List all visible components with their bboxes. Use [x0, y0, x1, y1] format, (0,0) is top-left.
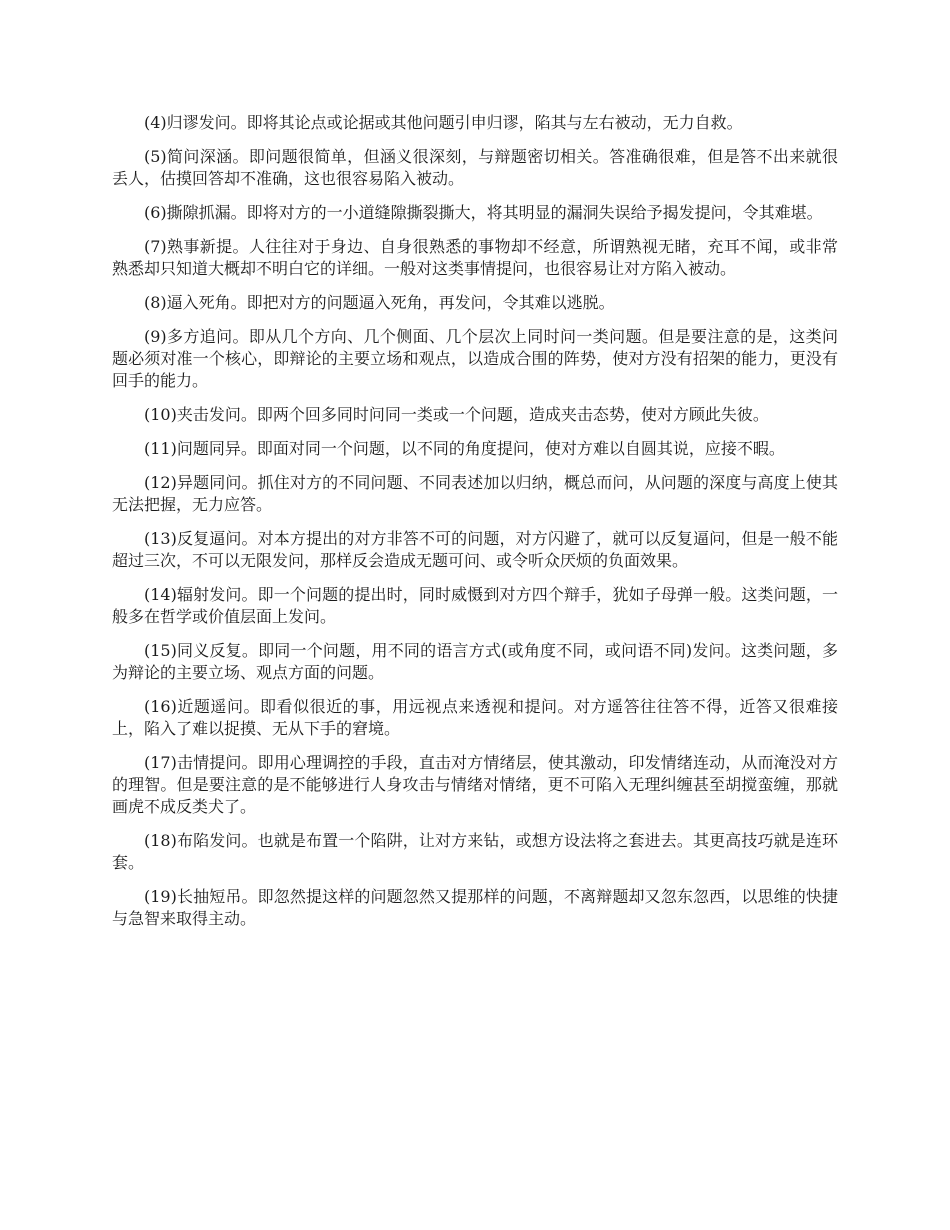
- paragraph-6: (6)撕隙抓漏。即将对方的一小道缝隙撕裂撕大，将其明显的漏洞失误给予揭发提问，令其难堪。: [144, 203, 823, 222]
- document-body: [112, 112, 838, 942]
- paragraph-4: (4)归谬发问。即将其论点或论据或其他问题引申归谬，陷其与左右被动，无力自救。: [144, 113, 743, 132]
- paragraph-16: (16)近题遥问。即看似很近的事，用远视点来透视和提问。对方遥答往往答不得，近答又很难接上，陷入了难以捉摸、无从下手的窘境。: [112, 697, 838, 738]
- paragraph-13: (13)反复逼问。对本方提出的对方非答不可的问题，对方闪避了，就可以反复逼问，但是一般不能超过三次，不可以无限发问，那样反会造成无题可问、或令听众厌烦的负面效果。: [112, 529, 838, 570]
- paragraph-5: (5)简问深涵。即问题很简单，但涵义很深刻，与辩题密切相关。答准确很难，但是答不出来就很丢人，估摸回答却不准确，这也很容易陷入被动。: [112, 147, 838, 188]
- paragraph-18: (18)布陷发问。也就是布置一个陷阱，让对方来钻，或想方设法将之套进去。其更高技巧就是连环套。: [112, 831, 838, 872]
- paragraph-12: (12)异题同问。抓住对方的不同问题、不同表述加以归纳，概总而问，从问题的深度与高度上使其无法把握，无力应答。: [112, 473, 838, 514]
- paragraph-17: (17)击情提问。即用心理调控的手段，直击对方情绪层，使其激动，印发情绪连动，从而淹没对方的理智。但是要注意的是不能够进行人身攻击与情绪对情绪，更不可陷入无理纠缠甚至胡搅蛮缠，那就画虎不成反类犬了。: [112, 753, 838, 816]
- paragraph-19: (19)长抽短吊。即忽然提这样的问题忽然又提那样的问题，不离辩题却又忽东忽西，以思维的快捷与急智来取得主动。: [112, 887, 838, 928]
- paragraph-11: (11)问题同异。即面对同一个问题，以不同的角度提问，使对方难以自圆其说，应接不暇。: [144, 439, 785, 458]
- paragraph-7: (7)熟事新提。人往往对于身边、自身很熟悉的事物却不经意，所谓熟视无睹，充耳不闻，或非常熟悉却只知道大概却不明白它的详细。一般对这类事情提问，也很容易让对方陷入被动。: [112, 237, 838, 278]
- paragraph-9: (9)多方追问。即从几个方向、几个侧面、几个层次上同时问一类问题。但是要注意的是，这类问题必须对准一个核心，即辩论的主要立场和观点，以造成合围的阵势，使对方没有招架的能力，更没有回手的能力。: [112, 327, 838, 390]
- paragraph-10: (10)夹击发问。即两个回多同时问同一类或一个问题，造成夹击态势，使对方顾此失彼。: [144, 405, 769, 424]
- paragraph-8: (8)逼入死角。即把对方的问题逼入死角，再发问，令其难以逃脱。: [144, 293, 615, 312]
- paragraph-15: (15)同义反复。即同一个问题，用不同的语言方式(或角度不同，或问语不同)发问。这类问题，多为辩论的主要立场、观点方面的问题。: [112, 641, 838, 682]
- paragraph-14: (14)辐射发问。即一个问题的提出时，同时威慑到对方四个辩手，犹如子母弹一般。这类问题，一般多在哲学或价值层面上发问。: [112, 585, 838, 626]
